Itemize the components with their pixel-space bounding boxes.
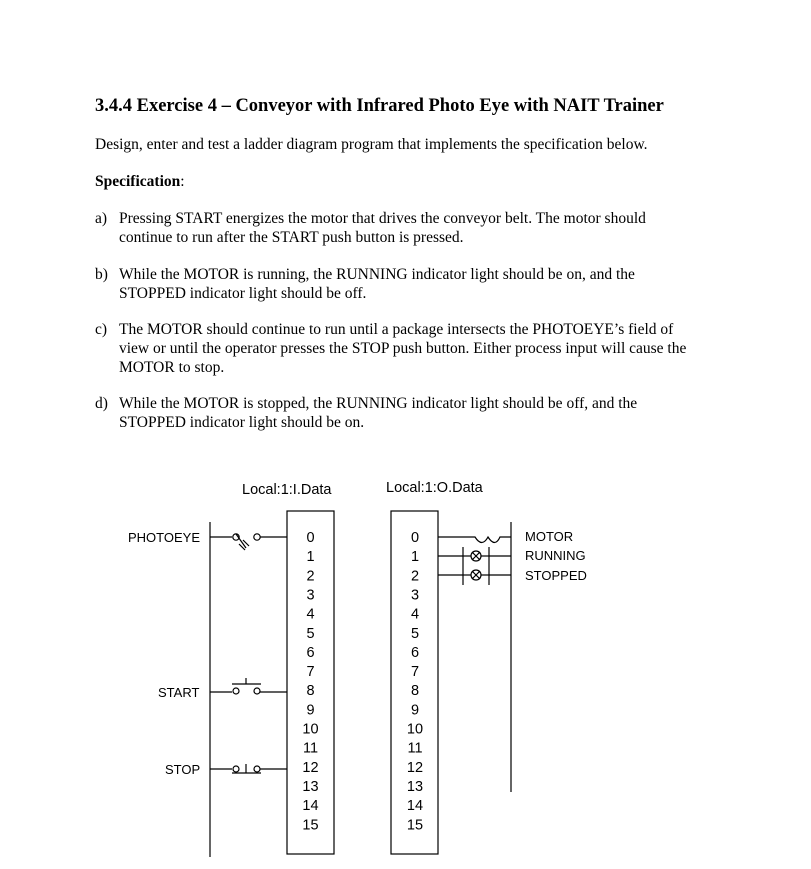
input-terminal-number: 10 bbox=[302, 721, 319, 738]
output-terminal-numbers bbox=[407, 530, 423, 833]
spec-item-line: While the MOTOR is running, the RUNNING indicator light should be on, and the bbox=[119, 266, 635, 283]
output-terminal-number: 8 bbox=[410, 683, 420, 700]
spec-item-letter: a) bbox=[95, 210, 108, 227]
input-module-header: Local:1:I.Data bbox=[242, 482, 332, 498]
intro-paragraph: Design, enter and test a ladder diagram program that implements the specification below. bbox=[95, 136, 648, 153]
photoeye-label: PHOTOEYE bbox=[128, 530, 201, 545]
spec-item-letter: b) bbox=[95, 266, 108, 283]
input-terminal-number: 3 bbox=[306, 587, 315, 604]
spec-item-letter: d) bbox=[95, 395, 108, 412]
input-terminal-number: 0 bbox=[306, 530, 315, 546]
spec-item-line: While the MOTOR is stopped, the RUNNING indicator light should be off, and the bbox=[119, 395, 638, 412]
start-pushbutton-icon bbox=[210, 678, 287, 694]
output-terminal-number: 14 bbox=[406, 798, 424, 815]
input-terminal-number: 1 bbox=[306, 549, 315, 566]
motor-label: MOTOR bbox=[525, 529, 574, 544]
stop-pushbutton-icon bbox=[210, 764, 287, 773]
input-terminal-number: 14 bbox=[302, 798, 319, 815]
output-module-header: Local:1:O.Data bbox=[386, 480, 483, 496]
section-heading: 3.4.4 Exercise 4 – Conveyor with Infrared Photo Eye with NAIT Trainer bbox=[95, 96, 664, 116]
spec-item-line: view or until the operator presses the STOP push button. Either process input will cause the bbox=[119, 340, 687, 357]
output-terminal-number: 1 bbox=[410, 549, 420, 566]
photoeye-contact-icon bbox=[210, 534, 287, 550]
output-terminal-number: 13 bbox=[406, 779, 424, 795]
output-terminal-number: 11 bbox=[407, 740, 423, 757]
stopped-label: STOPPED bbox=[525, 568, 587, 583]
output-terminal-number: 3 bbox=[410, 587, 420, 604]
input-terminal-number: 15 bbox=[302, 817, 319, 834]
input-terminal-number: 11 bbox=[302, 740, 319, 757]
output-terminal-number: 6 bbox=[410, 644, 420, 661]
input-terminal-number: 6 bbox=[306, 644, 315, 661]
input-terminal-number: 8 bbox=[306, 683, 315, 700]
output-terminal-number: 4 bbox=[410, 606, 420, 623]
spec-item-line: The MOTOR should continue to run until a package intersects the PHOTOEYE’s field of bbox=[119, 321, 674, 338]
spec-item-line: continue to run after the START push button is pressed. bbox=[119, 229, 464, 246]
input-terminal-numbers bbox=[302, 530, 318, 833]
motor-output-icon bbox=[438, 537, 511, 543]
specification-label-text: Specification bbox=[95, 173, 181, 190]
input-terminal-number: 7 bbox=[306, 664, 315, 680]
spec-item-line: STOPPED indicator light should be off. bbox=[119, 285, 367, 302]
stop-label: STOP bbox=[165, 762, 201, 777]
input-terminal-number: 12 bbox=[302, 759, 319, 776]
output-terminal-number: 9 bbox=[410, 702, 420, 719]
output-terminal-number: 10 bbox=[406, 721, 424, 738]
specification-label-colon: : bbox=[180, 173, 185, 190]
running-lamp-icon bbox=[438, 547, 511, 566]
input-terminal-number: 4 bbox=[306, 606, 315, 623]
spec-item-line: STOPPED indicator light should be on. bbox=[119, 414, 365, 431]
output-terminal-number: 15 bbox=[406, 817, 424, 834]
input-terminal-number: 9 bbox=[306, 702, 315, 719]
output-terminal-number: 2 bbox=[410, 568, 420, 585]
spec-item-line: Pressing START energizes the motor that drives the conveyor belt. The motor should bbox=[119, 210, 646, 227]
stopped-lamp-icon bbox=[438, 566, 511, 585]
running-label: RUNNING bbox=[525, 548, 586, 563]
output-terminal-number: 5 bbox=[410, 625, 420, 642]
spec-item-letter: c) bbox=[95, 321, 108, 338]
spec-item-line: MOTOR to stop. bbox=[119, 359, 225, 376]
start-label: START bbox=[158, 685, 200, 700]
output-terminal-number: 12 bbox=[406, 759, 424, 776]
output-terminal-number: 7 bbox=[410, 664, 420, 680]
input-terminal-number: 5 bbox=[306, 625, 315, 642]
input-terminal-number: 13 bbox=[302, 779, 319, 795]
input-terminal-number: 2 bbox=[306, 568, 315, 585]
output-terminal-number: 0 bbox=[410, 530, 420, 546]
